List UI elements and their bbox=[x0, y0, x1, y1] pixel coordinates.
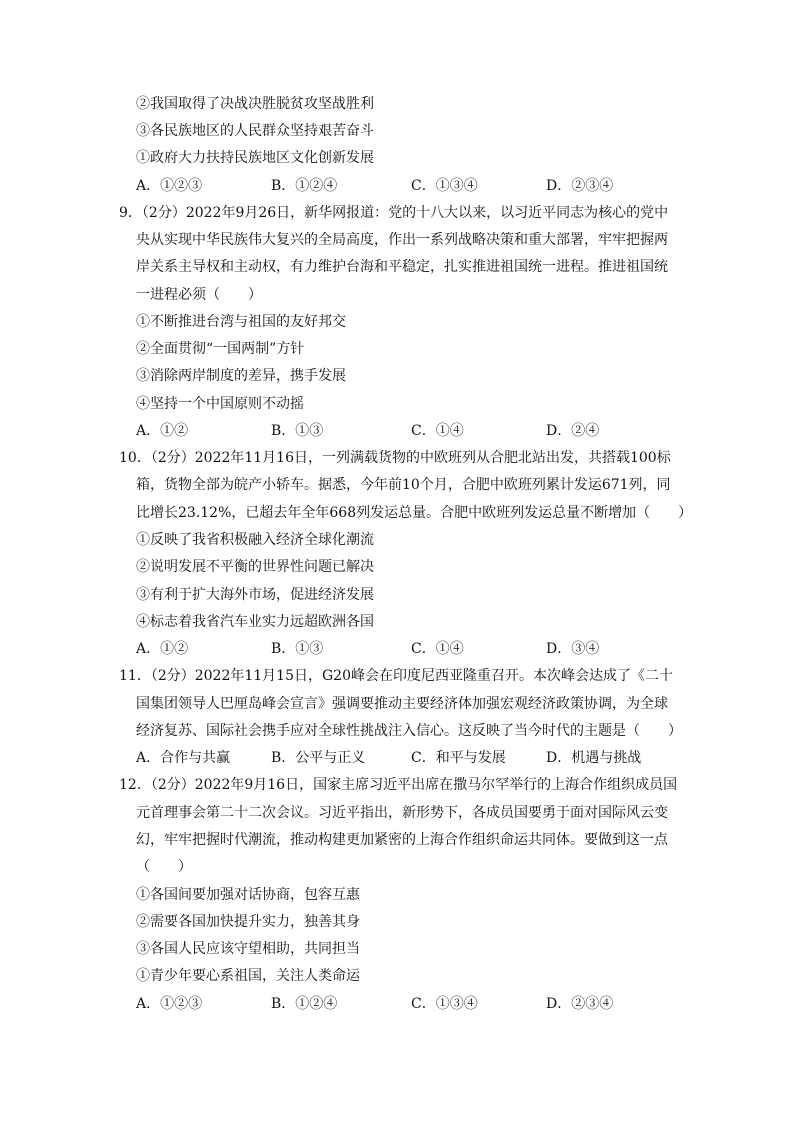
q8-option-c[interactable]: C．①③④ bbox=[411, 178, 478, 194]
q12-item-1: ①各国间要加强对话协商，包容互惠 bbox=[136, 887, 360, 903]
q10-stem-line-3: 比增长23.12%，已超去年全年668列发运总量。合肥中欧班列发运总量不断增加（ ） bbox=[136, 505, 693, 521]
q11-options bbox=[136, 748, 676, 768]
q10-option-b[interactable]: B．①③ bbox=[271, 641, 324, 657]
q9-option-c[interactable]: C．①④ bbox=[411, 423, 464, 439]
q9-stem-line-3: 岸关系主导权和主动权，有力维护台海和平稳定，扎实推进祖国统一进程。推进祖国统 bbox=[136, 259, 668, 275]
q12-option-a[interactable]: A．①②③ bbox=[136, 996, 203, 1012]
q9-stem-line-1: 9．（2分）2022年9月26日，新华网报道：党的十八大以来，以习近平同志为核心的党中 bbox=[119, 205, 669, 221]
q10-item-2: ②说明发展不平衡的世界性问题已解决 bbox=[136, 559, 374, 575]
q8-option-a[interactable]: A．①②③ bbox=[136, 178, 203, 194]
q8-item-1: ①政府大力扶持民族地区文化创新发展 bbox=[136, 150, 374, 166]
q12-options bbox=[136, 994, 676, 1014]
q10-options bbox=[136, 639, 676, 659]
q10-option-c[interactable]: C．①④ bbox=[411, 641, 464, 657]
q10-item-1: ①反映了我省积极融入经济全球化潮流 bbox=[136, 532, 374, 548]
q8-item-3: ③各民族地区的人民群众坚持艰苦奋斗 bbox=[136, 123, 374, 139]
q9-stem-line-4: 一进程必须（ ） bbox=[136, 287, 262, 303]
q12-option-d[interactable]: D．②③④ bbox=[546, 996, 614, 1012]
q10-stem-line-2: 箱，货物全部为皖产小轿车。据悉，今年前10个月，合肥中欧班列累计发运671列，同 bbox=[136, 477, 671, 493]
q9-options bbox=[136, 421, 676, 441]
q10-item-4: ④标志着我省汽车业实力远超欧洲各国 bbox=[136, 614, 374, 630]
q8-item-2: ②我国取得了决战决胜脱贫攻坚战胜利 bbox=[136, 96, 374, 112]
q9-option-d[interactable]: D．②④ bbox=[546, 423, 600, 439]
q11-stem-line-3: 经济复苏、国际社会携手应对全球性挑战注入信心。这反映了当今时代的主题是（ ） bbox=[136, 723, 682, 739]
q9-item-2: ②全面贯彻“一国两制”方针 bbox=[136, 341, 305, 357]
q12-item-3: ③各国人民应该守望相助，共同担当 bbox=[136, 941, 360, 957]
q12-option-c[interactable]: C．①③④ bbox=[411, 996, 478, 1012]
q11-stem-line-1: 11．（2分）2022年11月15日，G20峰会在印度尼西亚隆重召开。本次峰会达成了《二十 bbox=[119, 668, 673, 684]
q9-option-a[interactable]: A．①② bbox=[136, 423, 189, 439]
q12-item-4: ①青少年要心系祖国，关注人类命运 bbox=[136, 968, 360, 984]
q10-option-d[interactable]: D．③④ bbox=[546, 641, 600, 657]
q11-stem-line-2: 国集团领导人巴厘岛峰会宣言》强调要推动主要经济体加强宏观经济政策协调，为全球 bbox=[136, 696, 668, 712]
q10-stem-line-1: 10．（2分）2022年11月16日，一列满载货物的中欧班列从合肥北站出发，共搭载100标 bbox=[119, 450, 671, 466]
q8-option-d[interactable]: D．②③④ bbox=[546, 178, 614, 194]
q11-option-d[interactable]: D．机遇与挑战 bbox=[546, 750, 642, 766]
q10-option-a[interactable]: A．①② bbox=[136, 641, 189, 657]
q12-stem-line-1: 12．（2分）2022年9月16日，国家主席习近平出席在撒马尔罕举行的上海合作组织成员国 bbox=[119, 777, 678, 793]
q11-option-b[interactable]: B．公平与正义 bbox=[271, 750, 366, 766]
q9-stem-line-2: 央从实现中华民族伟大复兴的全局高度，作出一系列战略决策和重大部署，牢牢把握两 bbox=[136, 232, 668, 248]
q9-item-3: ③消除两岸制度的差异，携手发展 bbox=[136, 368, 346, 384]
q12-stem-line-3: 幻，牢牢把握时代潮流，推动构建更加紧密的上海合作组织命运共同体。要做到这一点 bbox=[136, 832, 668, 848]
q8-option-b[interactable]: B．①②④ bbox=[271, 178, 338, 194]
q11-option-c[interactable]: C．和平与发展 bbox=[411, 750, 506, 766]
q10-item-3: ③有利于扩大海外市场，促进经济发展 bbox=[136, 587, 374, 603]
q12-stem-line-4: （ ） bbox=[136, 859, 192, 875]
q9-item-1: ①不断推进台湾与祖国的友好邦交 bbox=[136, 314, 346, 330]
q9-option-b[interactable]: B．①③ bbox=[271, 423, 324, 439]
q12-stem-line-2: 元首理事会第二十二次会议。习近平指出，新形势下，各成员国要勇于面对国际风云变 bbox=[136, 805, 668, 821]
q12-item-2: ②需要各国加快提升实力，独善其身 bbox=[136, 914, 360, 930]
q9-item-4: ④坚持一个中国原则不动摇 bbox=[136, 396, 304, 412]
q11-option-a[interactable]: A．合作与共赢 bbox=[136, 750, 231, 766]
q12-option-b[interactable]: B．①②④ bbox=[271, 996, 338, 1012]
q8-options bbox=[136, 176, 676, 196]
